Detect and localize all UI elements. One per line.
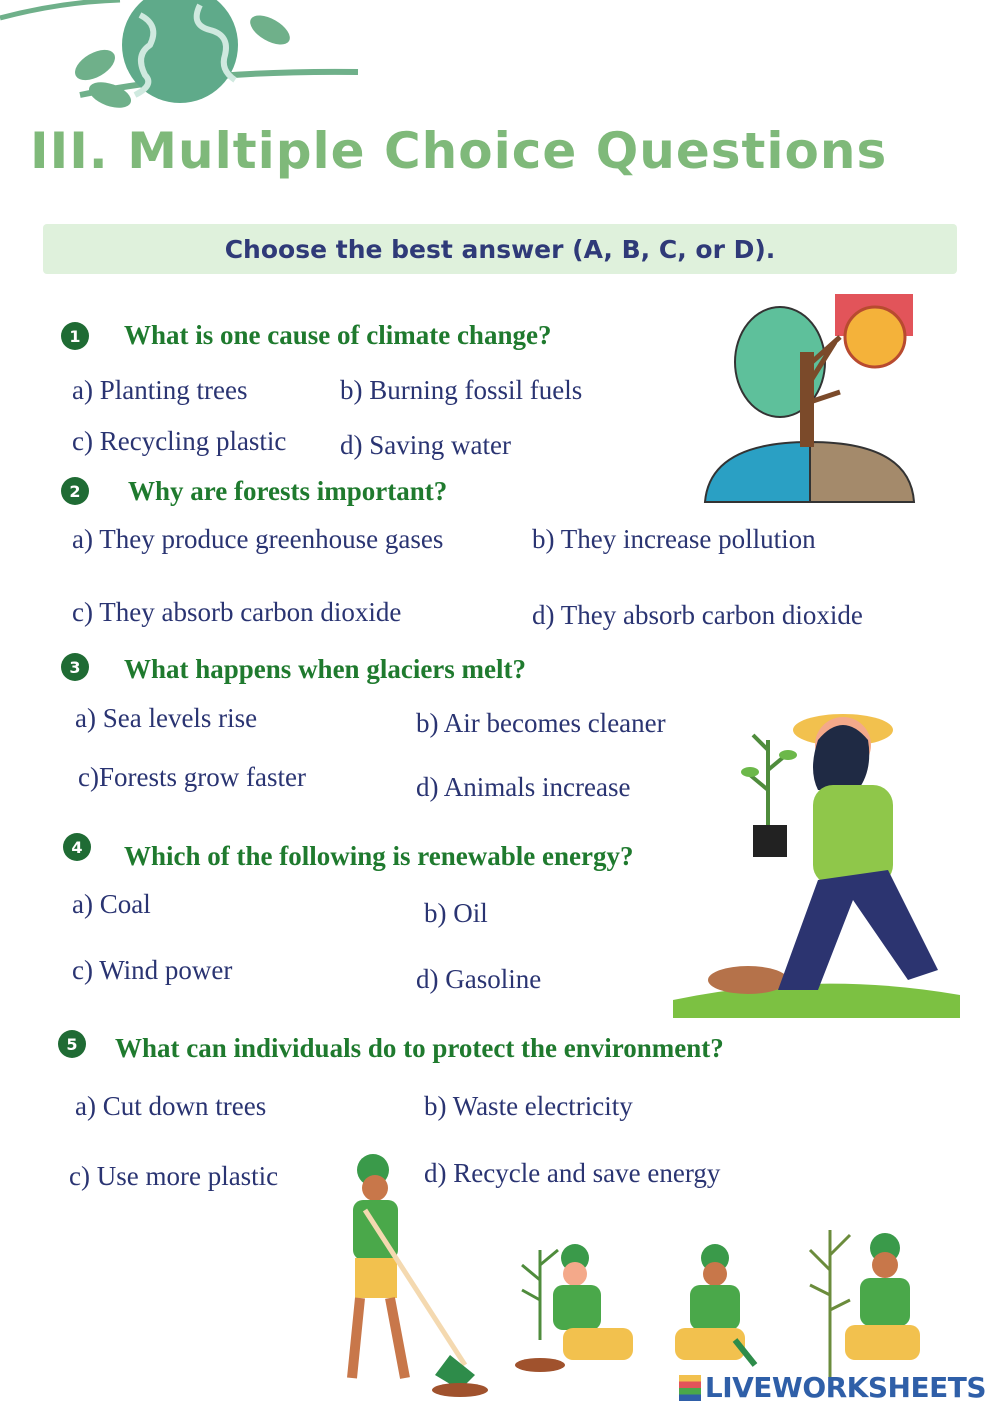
answer-option[interactable]: b) Burning fossil fuels xyxy=(340,375,583,405)
question-number-badge: 1 xyxy=(61,322,89,350)
planters-illustration xyxy=(325,1150,985,1400)
answer-option[interactable]: d) Gasoline xyxy=(416,964,542,994)
question-text: What is one cause of climate change? xyxy=(124,320,552,350)
answer-option[interactable]: d) Recycle and save energy xyxy=(424,1158,721,1188)
answer-option[interactable]: a) Sea levels rise xyxy=(75,703,258,733)
answer-option[interactable]: a) Coal xyxy=(72,889,151,919)
instruction-banner xyxy=(43,224,957,274)
answer-option[interactable]: b) Oil xyxy=(424,898,488,928)
answer-option[interactable]: c) Wind power xyxy=(72,955,233,985)
answer-option[interactable]: a) Cut down trees xyxy=(75,1091,267,1121)
question-number-badge: 4 xyxy=(63,833,91,861)
answer-option[interactable]: c) Recycling plastic xyxy=(72,426,287,456)
question-text: What can individuals do to protect the environment? xyxy=(115,1033,724,1063)
liveworksheets-logo xyxy=(679,1371,986,1404)
answer-option[interactable]: c) Use more plastic xyxy=(69,1161,279,1191)
answer-option[interactable]: c) They absorb carbon dioxide xyxy=(72,597,402,627)
answer-option[interactable]: d) Saving water xyxy=(340,430,511,460)
brand-text: LIVEWORKSHEETS xyxy=(704,1371,986,1404)
globe-icon xyxy=(0,0,370,125)
answer-option[interactable]: a) They produce greenhouse gases xyxy=(72,524,444,554)
question-number-badge: 2 xyxy=(61,477,89,505)
tree-icon xyxy=(700,292,920,504)
instruction-text: Choose the best answer (A, B, C, or D). xyxy=(224,234,776,264)
answer-option[interactable]: d) Animals increase xyxy=(416,772,631,802)
question-number-badge: 5 xyxy=(58,1030,86,1058)
page-title: III. Multiple Choice Questions xyxy=(30,122,888,180)
question-text: Which of the following is renewable energy? xyxy=(124,841,634,871)
answer-option[interactable]: a) Planting trees xyxy=(72,375,248,405)
answer-option[interactable]: b) Waste electricity xyxy=(424,1091,633,1121)
gardener-illustration xyxy=(668,700,964,1020)
question-text: What happens when glaciers melt? xyxy=(124,654,527,684)
question-text: Why are forests important? xyxy=(128,476,448,506)
answer-option[interactable]: c)Forests grow faster xyxy=(78,762,306,792)
answer-option[interactable]: b) Air becomes cleaner xyxy=(416,708,666,738)
answer-option[interactable]: b) They increase pollution xyxy=(532,524,816,554)
answer-option[interactable]: d) They absorb carbon dioxide xyxy=(532,600,863,630)
liveworksheets-logo-icon xyxy=(679,1375,701,1401)
question-number-badge: 3 xyxy=(61,653,89,681)
